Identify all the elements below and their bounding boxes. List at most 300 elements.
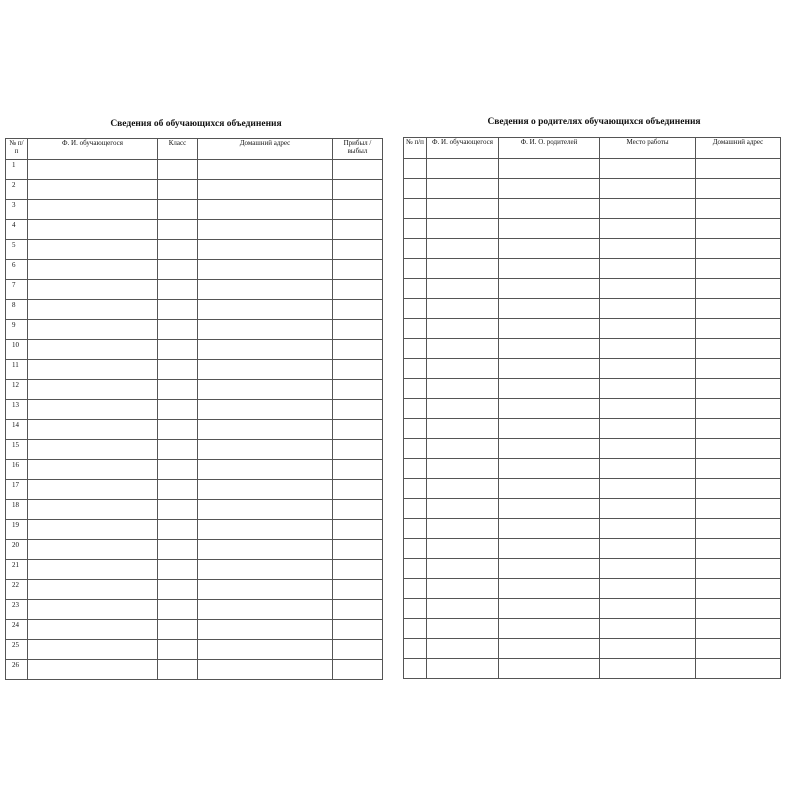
- table-cell: [696, 439, 781, 459]
- table-cell: [600, 499, 696, 519]
- table-row: [404, 519, 781, 539]
- row-number: 4: [6, 220, 28, 240]
- table-cell: [427, 259, 499, 279]
- table-cell: [333, 460, 383, 480]
- table-cell: [198, 480, 333, 500]
- table-cell: [427, 459, 499, 479]
- table-cell: [333, 480, 383, 500]
- table-row: [6, 300, 383, 320]
- students-table: [5, 138, 383, 680]
- table-cell: [427, 379, 499, 399]
- table-cell: [333, 500, 383, 520]
- table-cell: [404, 499, 427, 519]
- table-cell: [499, 399, 600, 419]
- table-cell: [427, 599, 499, 619]
- table-cell: [499, 159, 600, 179]
- table-cell: [158, 640, 198, 660]
- table-cell: [28, 360, 158, 380]
- table-cell: [600, 279, 696, 299]
- table-cell: [333, 220, 383, 240]
- table-row: [6, 380, 383, 400]
- table-cell: [404, 559, 427, 579]
- table-row: [404, 319, 781, 339]
- table-cell: [333, 340, 383, 360]
- table-row: [6, 640, 383, 660]
- row-number: 5: [6, 240, 28, 260]
- table-row: [404, 219, 781, 239]
- table-cell: [198, 340, 333, 360]
- table-row: [6, 180, 383, 200]
- table-cell: [696, 379, 781, 399]
- table-cell: [499, 379, 600, 399]
- table-row: [404, 619, 781, 639]
- header-student-name: Ф. И. обучающегося: [427, 138, 499, 159]
- row-number: 15: [6, 440, 28, 460]
- table-cell: [333, 640, 383, 660]
- table-cell: [427, 339, 499, 359]
- table-cell: [158, 240, 198, 260]
- table-row: [6, 460, 383, 480]
- table-cell: [198, 240, 333, 260]
- table-cell: [600, 179, 696, 199]
- row-number: 24: [6, 620, 28, 640]
- table-row: [6, 620, 383, 640]
- table-cell: [158, 360, 198, 380]
- table-cell: [158, 580, 198, 600]
- table-cell: [427, 399, 499, 419]
- table-cell: [696, 339, 781, 359]
- row-number: 21: [6, 560, 28, 580]
- table-cell: [404, 639, 427, 659]
- table-cell: [28, 500, 158, 520]
- table-cell: [28, 640, 158, 660]
- table-cell: [333, 380, 383, 400]
- row-number: 17: [6, 480, 28, 500]
- table-cell: [158, 180, 198, 200]
- table-cell: [427, 279, 499, 299]
- table-cell: [198, 420, 333, 440]
- table-cell: [333, 240, 383, 260]
- table-cell: [404, 519, 427, 539]
- table-cell: [28, 160, 158, 180]
- table-cell: [333, 660, 383, 680]
- table-row: [6, 220, 383, 240]
- row-number: 3: [6, 200, 28, 220]
- row-number: 20: [6, 540, 28, 560]
- table-cell: [333, 580, 383, 600]
- table-cell: [696, 499, 781, 519]
- table-cell: [158, 200, 198, 220]
- table-row: [404, 499, 781, 519]
- right-sheet-title: Сведения о родителях обучающихся объединения: [487, 117, 701, 127]
- table-row: [6, 160, 383, 180]
- table-cell: [404, 659, 427, 679]
- table-cell: [696, 539, 781, 559]
- row-number: 18: [6, 500, 28, 520]
- table-cell: [404, 299, 427, 319]
- table-cell: [158, 560, 198, 580]
- table-cell: [158, 160, 198, 180]
- table-cell: [696, 419, 781, 439]
- table-cell: [499, 459, 600, 479]
- table-cell: [499, 219, 600, 239]
- table-cell: [427, 419, 499, 439]
- row-number: 8: [6, 300, 28, 320]
- table-cell: [28, 520, 158, 540]
- table-cell: [696, 399, 781, 419]
- table-cell: [28, 440, 158, 460]
- table-cell: [404, 319, 427, 339]
- table-cell: [499, 479, 600, 499]
- table-cell: [28, 280, 158, 300]
- table-cell: [427, 319, 499, 339]
- table-cell: [427, 179, 499, 199]
- table-cell: [198, 160, 333, 180]
- header-home-address: Домашний адрес: [696, 138, 781, 159]
- table-cell: [427, 519, 499, 539]
- table-cell: [427, 619, 499, 639]
- table-row: [6, 440, 383, 460]
- table-cell: [404, 259, 427, 279]
- table-row: [404, 399, 781, 419]
- row-number: 22: [6, 580, 28, 600]
- table-cell: [600, 579, 696, 599]
- table-cell: [499, 639, 600, 659]
- table-cell: [499, 199, 600, 219]
- table-cell: [198, 180, 333, 200]
- table-row: [404, 159, 781, 179]
- row-number: 6: [6, 260, 28, 280]
- table-cell: [600, 159, 696, 179]
- table-cell: [696, 299, 781, 319]
- table-cell: [28, 600, 158, 620]
- table-cell: [28, 540, 158, 560]
- table-cell: [28, 300, 158, 320]
- table-cell: [28, 580, 158, 600]
- table-cell: [600, 659, 696, 679]
- row-number: 12: [6, 380, 28, 400]
- table-cell: [499, 519, 600, 539]
- table-cell: [404, 579, 427, 599]
- table-cell: [427, 439, 499, 459]
- table-cell: [404, 459, 427, 479]
- table-cell: [333, 440, 383, 460]
- table-cell: [28, 420, 158, 440]
- table-cell: [499, 619, 600, 639]
- header-student-name: Ф. И. обучающегося: [28, 139, 158, 160]
- table-cell: [696, 239, 781, 259]
- table-cell: [427, 539, 499, 559]
- table-cell: [158, 400, 198, 420]
- table-cell: [158, 660, 198, 680]
- table-cell: [499, 559, 600, 579]
- table-cell: [600, 639, 696, 659]
- table-cell: [404, 399, 427, 419]
- table-cell: [28, 240, 158, 260]
- table-cell: [499, 179, 600, 199]
- row-number: 16: [6, 460, 28, 480]
- table-cell: [158, 540, 198, 560]
- table-cell: [600, 219, 696, 239]
- table-cell: [198, 600, 333, 620]
- parents-table: [403, 137, 781, 679]
- table-row: [404, 579, 781, 599]
- row-number: 13: [6, 400, 28, 420]
- table-cell: [427, 159, 499, 179]
- header-number: № п/п: [404, 138, 427, 159]
- table-cell: [600, 239, 696, 259]
- table-cell: [158, 620, 198, 640]
- table-cell: [28, 260, 158, 280]
- table-cell: [696, 479, 781, 499]
- table-cell: [158, 520, 198, 540]
- table-cell: [404, 199, 427, 219]
- table-cell: [499, 579, 600, 599]
- table-cell: [696, 259, 781, 279]
- table-cell: [696, 359, 781, 379]
- table-row: [6, 280, 383, 300]
- table-cell: [600, 599, 696, 619]
- table-cell: [404, 419, 427, 439]
- table-cell: [427, 359, 499, 379]
- table-cell: [696, 159, 781, 179]
- students-table-header: [6, 139, 383, 160]
- table-cell: [158, 460, 198, 480]
- row-number: 10: [6, 340, 28, 360]
- table-cell: [404, 599, 427, 619]
- table-cell: [427, 579, 499, 599]
- table-row: [6, 260, 383, 280]
- table-cell: [28, 460, 158, 480]
- table-cell: [696, 219, 781, 239]
- table-cell: [499, 659, 600, 679]
- table-cell: [333, 320, 383, 340]
- table-row: [6, 240, 383, 260]
- table-cell: [333, 300, 383, 320]
- table-cell: [499, 259, 600, 279]
- table-cell: [198, 640, 333, 660]
- row-number: 23: [6, 600, 28, 620]
- table-row: [404, 279, 781, 299]
- row-number: 19: [6, 520, 28, 540]
- table-cell: [427, 299, 499, 319]
- table-cell: [404, 379, 427, 399]
- table-cell: [600, 519, 696, 539]
- table-cell: [696, 639, 781, 659]
- table-row: [6, 420, 383, 440]
- table-cell: [404, 339, 427, 359]
- table-cell: [404, 239, 427, 259]
- table-cell: [600, 199, 696, 219]
- table-cell: [28, 480, 158, 500]
- table-cell: [333, 180, 383, 200]
- table-row: [6, 340, 383, 360]
- table-row: [404, 199, 781, 219]
- table-cell: [198, 280, 333, 300]
- table-cell: [333, 540, 383, 560]
- table-cell: [499, 439, 600, 459]
- table-cell: [696, 199, 781, 219]
- table-cell: [404, 159, 427, 179]
- table-row: [404, 379, 781, 399]
- table-cell: [28, 180, 158, 200]
- table-cell: [198, 560, 333, 580]
- table-cell: [600, 619, 696, 639]
- table-cell: [333, 520, 383, 540]
- header-workplace: Место работы: [600, 138, 696, 159]
- header-home-address: Домашний адрес: [198, 139, 333, 160]
- table-cell: [198, 540, 333, 560]
- table-cell: [158, 280, 198, 300]
- table-row: [404, 539, 781, 559]
- table-cell: [696, 599, 781, 619]
- table-cell: [158, 600, 198, 620]
- table-row: [404, 419, 781, 439]
- header-class: Класс: [158, 139, 198, 160]
- table-cell: [499, 339, 600, 359]
- table-row: [6, 560, 383, 580]
- table-cell: [198, 300, 333, 320]
- table-cell: [499, 419, 600, 439]
- table-row: [404, 359, 781, 379]
- table-cell: [333, 620, 383, 640]
- table-cell: [600, 479, 696, 499]
- table-cell: [404, 279, 427, 299]
- table-cell: [696, 559, 781, 579]
- table-cell: [198, 660, 333, 680]
- table-cell: [198, 360, 333, 380]
- table-row: [6, 660, 383, 680]
- table-row: [404, 299, 781, 319]
- table-row: [404, 239, 781, 259]
- parents-table-header: [404, 138, 781, 159]
- table-row: [6, 500, 383, 520]
- table-row: [404, 259, 781, 279]
- table-cell: [600, 259, 696, 279]
- table-cell: [198, 520, 333, 540]
- table-cell: [198, 620, 333, 640]
- table-cell: [158, 340, 198, 360]
- table-cell: [198, 200, 333, 220]
- table-row: [404, 339, 781, 359]
- table-row: [404, 639, 781, 659]
- table-cell: [198, 580, 333, 600]
- table-cell: [404, 439, 427, 459]
- table-cell: [696, 579, 781, 599]
- table-cell: [499, 359, 600, 379]
- row-number: 14: [6, 420, 28, 440]
- table-cell: [600, 359, 696, 379]
- table-cell: [600, 319, 696, 339]
- table-cell: [427, 659, 499, 679]
- left-sheet-title: Сведения об обучающихся объединения: [110, 119, 282, 129]
- table-cell: [198, 460, 333, 480]
- table-cell: [198, 380, 333, 400]
- table-row: [6, 540, 383, 560]
- table-cell: [198, 440, 333, 460]
- table-row: [6, 520, 383, 540]
- table-cell: [696, 519, 781, 539]
- table-cell: [404, 179, 427, 199]
- table-cell: [28, 400, 158, 420]
- table-cell: [158, 220, 198, 240]
- table-cell: [600, 339, 696, 359]
- table-row: [6, 360, 383, 380]
- table-cell: [333, 260, 383, 280]
- table-cell: [28, 340, 158, 360]
- table-row: [404, 559, 781, 579]
- table-cell: [600, 559, 696, 579]
- table-cell: [427, 219, 499, 239]
- table-cell: [333, 420, 383, 440]
- table-cell: [198, 260, 333, 280]
- table-cell: [28, 200, 158, 220]
- table-cell: [158, 320, 198, 340]
- table-row: [404, 599, 781, 619]
- table-row: [404, 439, 781, 459]
- row-number: 9: [6, 320, 28, 340]
- header-arrived-left: Прибыл / выбыл: [333, 139, 383, 160]
- row-number: 25: [6, 640, 28, 660]
- table-cell: [600, 299, 696, 319]
- table-row: [404, 479, 781, 499]
- row-number: 1: [6, 160, 28, 180]
- table-cell: [600, 379, 696, 399]
- table-cell: [28, 320, 158, 340]
- table-cell: [499, 319, 600, 339]
- row-number: 11: [6, 360, 28, 380]
- table-cell: [333, 400, 383, 420]
- row-number: 26: [6, 660, 28, 680]
- table-cell: [28, 660, 158, 680]
- table-row: [404, 179, 781, 199]
- table-cell: [333, 560, 383, 580]
- table-cell: [333, 280, 383, 300]
- table-cell: [427, 239, 499, 259]
- table-row: [404, 459, 781, 479]
- row-number: 2: [6, 180, 28, 200]
- table-row: [404, 659, 781, 679]
- table-row: [6, 580, 383, 600]
- table-row: [6, 200, 383, 220]
- table-cell: [333, 200, 383, 220]
- table-cell: [404, 539, 427, 559]
- table-row: [6, 400, 383, 420]
- header-number: № п/п: [6, 139, 28, 160]
- table-cell: [158, 500, 198, 520]
- table-cell: [696, 279, 781, 299]
- table-cell: [158, 300, 198, 320]
- table-cell: [600, 419, 696, 439]
- table-cell: [158, 440, 198, 460]
- table-cell: [600, 399, 696, 419]
- parents-table-body: [404, 159, 781, 679]
- table-cell: [600, 539, 696, 559]
- table-cell: [696, 459, 781, 479]
- table-cell: [28, 560, 158, 580]
- table-row: [6, 320, 383, 340]
- table-cell: [404, 619, 427, 639]
- table-cell: [427, 559, 499, 579]
- table-cell: [404, 359, 427, 379]
- table-cell: [696, 179, 781, 199]
- table-row: [6, 480, 383, 500]
- table-cell: [499, 499, 600, 519]
- table-cell: [696, 319, 781, 339]
- table-cell: [333, 600, 383, 620]
- table-cell: [198, 400, 333, 420]
- table-cell: [600, 459, 696, 479]
